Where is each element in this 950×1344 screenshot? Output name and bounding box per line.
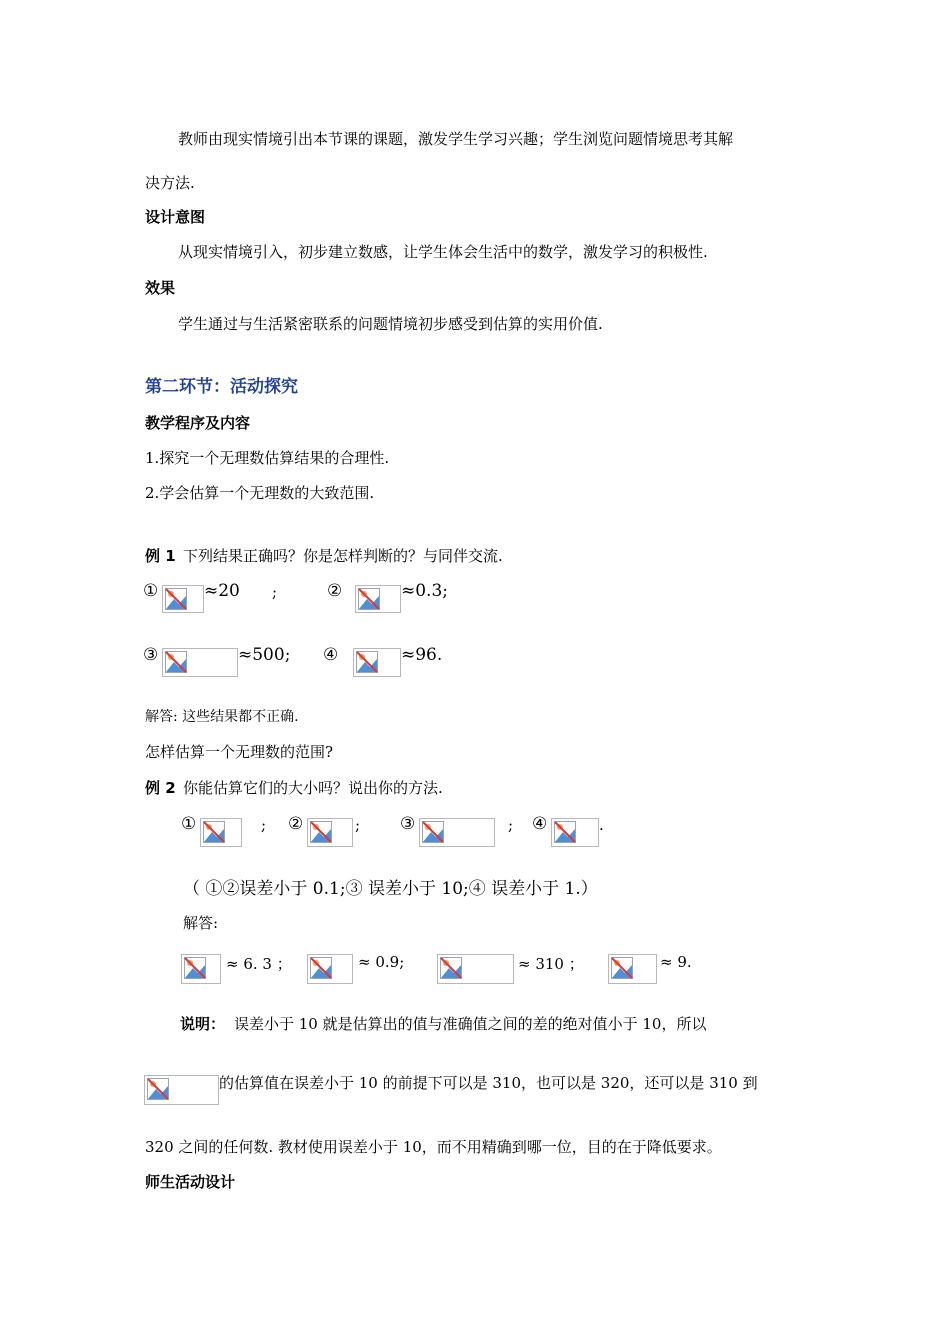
approx-value: ≈ 310 ； bbox=[518, 955, 584, 973]
section-subheading: 教学程序及内容 bbox=[145, 414, 251, 432]
example1-label: 例 1 bbox=[145, 547, 176, 565]
section-title: 第二环节：活动探究 bbox=[145, 377, 298, 397]
effect-text: 学生通过与生活紧密联系的问题情境初步感受到估算的实用价值. bbox=[178, 315, 603, 333]
design-intent-heading: 设计意图 bbox=[145, 208, 206, 226]
list-item: 1.探究一个无理数估算结果的合理性. bbox=[145, 449, 390, 467]
formula-image bbox=[551, 818, 599, 847]
example1-question: 下列结果正确吗？你是怎样判断的？与同伴交流. bbox=[183, 547, 503, 565]
approx-value: ≈20 bbox=[204, 581, 240, 601]
formula-image bbox=[355, 585, 401, 613]
broken-image-icon bbox=[356, 651, 378, 673]
error-condition: （ ①②误差小于 0.1;③ 误差小于 10;④ 误差小于 1.） bbox=[183, 879, 598, 899]
approx-value: ≈500; bbox=[238, 645, 291, 665]
broken-image-icon bbox=[147, 1078, 169, 1100]
example2-question: 你能估算它们的大小吗？说出你的方法. bbox=[183, 779, 443, 797]
approx-value: ≈96. bbox=[401, 645, 443, 665]
formula-image bbox=[608, 954, 657, 984]
broken-image-icon bbox=[310, 957, 332, 979]
approx-value: ≈ 6. 3 ； bbox=[226, 955, 292, 973]
formula-image bbox=[437, 954, 514, 984]
note-line-3: 320 之间的任何数. 教材使用误差小于 10，而不用精确到哪一位，目的在于降低要求。 bbox=[145, 1138, 722, 1156]
note-line-2: 的估算值在误差小于 10 的前提下可以是 310，也可以是 320，还可以是 310 到 bbox=[219, 1074, 758, 1092]
formula-image bbox=[307, 954, 353, 984]
circled-number: ④ bbox=[323, 645, 339, 665]
example1-followup: 怎样估算一个无理数的范围? bbox=[145, 743, 334, 761]
separator: ; bbox=[272, 583, 278, 601]
approx-value: ≈0.3; bbox=[401, 581, 449, 601]
broken-image-icon bbox=[310, 821, 332, 843]
broken-image-icon bbox=[358, 588, 380, 610]
broken-image-icon bbox=[203, 821, 225, 843]
broken-image-icon bbox=[554, 821, 576, 843]
circled-number: ② bbox=[327, 581, 343, 601]
broken-image-icon bbox=[165, 588, 187, 610]
example2-label: 例 2 bbox=[145, 779, 176, 797]
note-line-1: 误差小于 10 就是估算出的值与准确值之间的差的绝对值小于 10，所以 bbox=[234, 1015, 707, 1033]
circled-number: ① bbox=[181, 814, 197, 834]
approx-value: ≈ 0.9; bbox=[358, 953, 405, 971]
period: . bbox=[599, 816, 604, 834]
list-item: 2.学会估算一个无理数的大致范围. bbox=[145, 484, 375, 502]
formula-image bbox=[307, 818, 353, 847]
footer-heading: 师生活动设计 bbox=[145, 1173, 236, 1191]
example1-answer: 解答: 这些结果都不正确. bbox=[145, 709, 299, 725]
circled-number: ④ bbox=[532, 814, 548, 834]
intro-line-2: 决方法. bbox=[145, 174, 195, 192]
broken-image-icon bbox=[184, 957, 206, 979]
circled-number: ③ bbox=[400, 814, 416, 834]
broken-image-icon bbox=[165, 651, 187, 673]
formula-image bbox=[162, 648, 238, 677]
circled-number: ① bbox=[143, 581, 159, 601]
separator: ; bbox=[508, 816, 514, 834]
separator: ; bbox=[355, 816, 361, 834]
broken-image-icon bbox=[611, 957, 633, 979]
formula-image bbox=[353, 648, 401, 677]
broken-image-icon bbox=[422, 821, 444, 843]
example2-answer-label: 解答: bbox=[183, 914, 219, 932]
broken-image-icon bbox=[440, 957, 462, 979]
formula-image bbox=[200, 818, 242, 847]
formula-image bbox=[144, 1075, 219, 1105]
circled-number: ② bbox=[288, 814, 304, 834]
intro-line-1: 教师由现实情境引出本节课的课题，激发学生学习兴趣；学生浏览问题情境思考其解 bbox=[178, 130, 734, 148]
separator: ; bbox=[261, 816, 267, 834]
note-label: 说明： bbox=[180, 1015, 226, 1033]
effect-heading: 效果 bbox=[145, 279, 176, 297]
circled-number: ③ bbox=[143, 645, 159, 665]
formula-image bbox=[162, 585, 204, 613]
approx-value: ≈ 9. bbox=[660, 953, 692, 971]
formula-image bbox=[181, 954, 221, 984]
design-intent-text: 从现实情境引入，初步建立数感，让学生体会生活中的数学，激发学习的积极性. bbox=[178, 243, 708, 261]
formula-image bbox=[419, 818, 495, 847]
